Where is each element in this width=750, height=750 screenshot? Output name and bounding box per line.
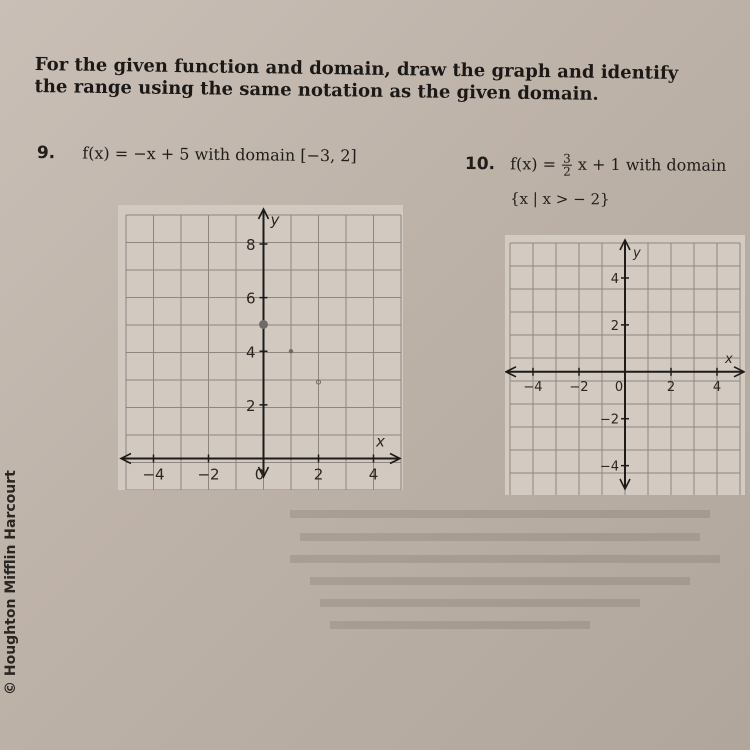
graph-10-x-label: x [725, 351, 733, 367]
problem-10-number: 10. [464, 153, 496, 175]
graph-9-x-tick-label: 0 [254, 465, 265, 484]
graph-9-background [118, 205, 403, 490]
graph-9[interactable] [118, 205, 403, 490]
graph-9-y-tick-label: 6 [245, 289, 256, 308]
graph-10[interactable] [505, 235, 745, 495]
problem-10-function-prefix: f(x) = [510, 154, 557, 174]
publisher-credit [2, 470, 20, 700]
problem-10-domain: {x | x > − 2} [509, 189, 610, 209]
graph-9-x-tick-label: −4 [142, 465, 165, 484]
problem-10-function-suffix: x + 1 with domain [577, 154, 727, 175]
graph-10-y-tick-label: 2 [610, 318, 619, 334]
instructions [34, 54, 685, 107]
instructions-line-2: the range using the same notation as the given domain. [34, 75, 599, 105]
problem-9-number: 9. [36, 143, 56, 164]
bleed-through-texture [290, 505, 750, 645]
coefficient-numerator: 3 [563, 151, 571, 166]
graph-10-grid[interactable] [505, 235, 745, 495]
graph-10-y-tick-label: 4 [610, 271, 619, 287]
graph-9-pencil-point-large [259, 320, 268, 329]
graph-9-y-label: y [270, 211, 280, 229]
graph-10-y-tick-label: −4 [599, 459, 619, 475]
publisher-credit-text: © Houghton Mifflin Harcourt [3, 470, 19, 695]
graph-10-y-label: y [633, 246, 641, 261]
problem-9-function: f(x) = −x + 5 with domain [−3, 2] [82, 143, 357, 166]
graph-9-y-tick-label: 2 [245, 396, 256, 415]
graph-9-x-label: x [376, 432, 385, 451]
graph-9-y-tick-label: 4 [245, 343, 256, 362]
problem-10-coefficient [562, 153, 572, 178]
instructions-line-1: For the given function and domain, draw the graph and identify [34, 54, 679, 84]
graph-9-y-tick-label: 8 [245, 236, 256, 254]
graph-10-x-tick-label: −2 [569, 379, 589, 395]
graph-10-x-tick-label: 4 [712, 379, 722, 395]
graph-9-grid[interactable] [118, 205, 403, 490]
graph-9-x-tick-label: 4 [368, 465, 379, 484]
graph-9-x-tick-label: 2 [313, 465, 324, 484]
coefficient-denominator: 2 [563, 164, 571, 179]
problem-9 [37, 143, 357, 166]
graph-10-x-tick-label: −4 [523, 379, 543, 395]
graph-10-x-tick-label: 2 [666, 379, 676, 395]
graph-10-x-tick-label: 0 [614, 379, 624, 395]
graph-10-y-tick-label: −2 [599, 412, 619, 428]
graph-9-pencil-point-small [289, 349, 293, 353]
graph-9-x-tick-label: −2 [197, 465, 220, 484]
problem-10 [465, 152, 727, 179]
